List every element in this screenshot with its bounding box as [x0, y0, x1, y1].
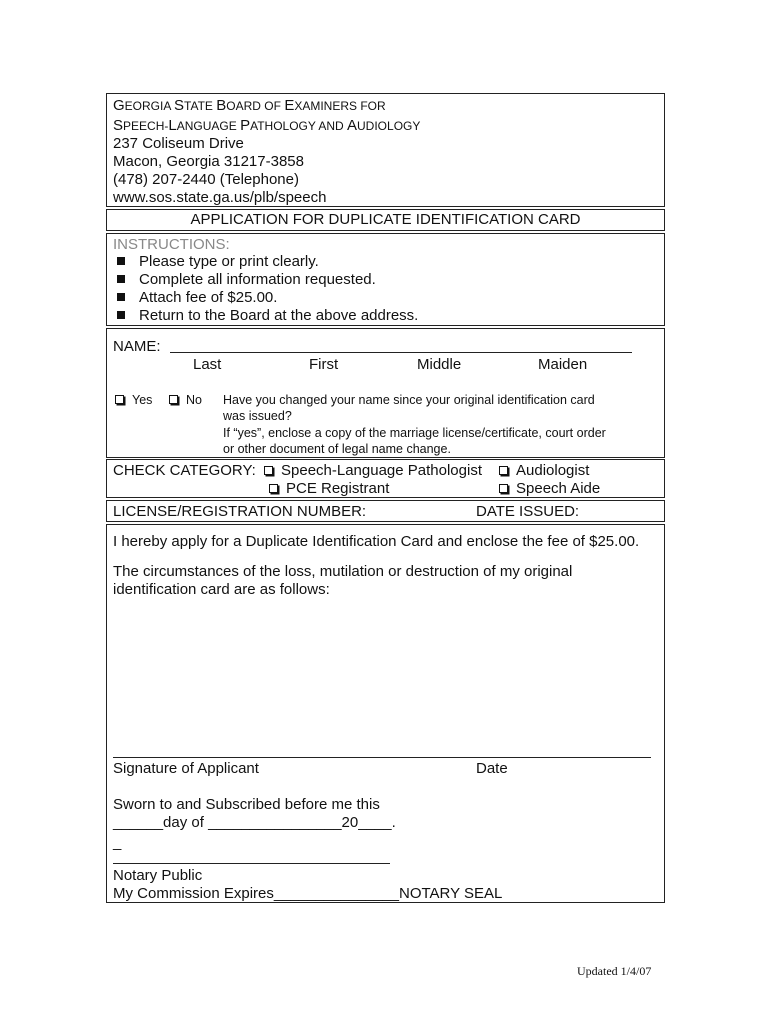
instructions-heading: INSTRUCTIONS: [113, 236, 230, 253]
name-change-no[interactable]: No [169, 391, 202, 409]
bullet-icon [117, 275, 125, 283]
category-option-pce[interactable]: PCE Registrant [269, 480, 389, 498]
notary-signature-line[interactable] [113, 863, 390, 864]
bullet-icon [117, 311, 125, 319]
checkbox-icon[interactable] [499, 466, 508, 475]
date-issued-label: DATE ISSUED: [476, 503, 580, 520]
name-change-instruction: or other document of legal name change. [223, 442, 451, 456]
category-option-audiologist[interactable]: Audiologist [499, 462, 589, 480]
name-change-yes[interactable]: Yes [115, 391, 152, 409]
instruction-item: Return to the Board at the above address. [117, 307, 418, 325]
signature-line[interactable] [113, 757, 651, 758]
checkbox-icon[interactable] [115, 395, 124, 404]
updated-date: Updated 1/4/07 [577, 964, 652, 978]
checkbox-icon[interactable] [169, 395, 178, 404]
category-option-speech-aide[interactable]: Speech Aide [499, 480, 600, 498]
name-input-line[interactable] [170, 352, 632, 353]
name-change-instruction: If “yes”, enclose a copy of the marriage license/certificate, court order [223, 426, 606, 440]
name-sub-label-last: Last [193, 356, 222, 373]
name-sub-label-maiden: Maiden [538, 356, 588, 373]
signature-label: Signature of Applicant [113, 760, 259, 777]
name-change-question: Have you changed your name since your original identification card [223, 393, 595, 407]
name-change-question: was issued? [223, 409, 292, 423]
category-option-slp[interactable]: Speech-Language Pathologist [264, 462, 482, 480]
category-label: CHECK CATEGORY: [113, 462, 256, 479]
checkbox-icon[interactable] [499, 484, 508, 493]
instruction-item: Please type or print clearly. [117, 253, 319, 271]
license-number-label: LICENSE/REGISTRATION NUMBER: [113, 503, 367, 520]
instruction-item: Attach fee of $25.00. [117, 289, 277, 307]
circumstances-text: identification card are as follows: [113, 581, 330, 598]
instruction-item: Complete all information requested. [117, 271, 376, 289]
notary-dash: _ [113, 834, 122, 851]
circumstances-text: The circumstances of the loss, mutilation or destruction of my original [113, 563, 573, 580]
commission-expires: My Commission Expires_______________NOTARY SEAL [113, 885, 503, 902]
name-label: NAME: [113, 338, 161, 355]
notary-day-line[interactable]: ______day of ________________20____. [113, 814, 396, 831]
city-address: Macon, Georgia 31217-3858 [113, 153, 304, 170]
checkbox-icon[interactable] [264, 466, 273, 475]
telephone: (478) 207-2440 (Telephone) [113, 171, 299, 188]
name-sub-label-first: First [309, 356, 339, 373]
board-name-line2: SPEECH-LANGUAGE PATHOLOGY AND AUDIOLOGY [113, 117, 421, 134]
name-sub-label-middle: Middle [417, 356, 462, 373]
street-address: 237 Coliseum Drive [113, 135, 244, 152]
bullet-icon [117, 257, 125, 265]
website-link[interactable]: www.sos.state.ga.us/plb/speech [113, 189, 327, 206]
form-title: APPLICATION FOR DUPLICATE IDENTIFICATION CARD [190, 211, 581, 228]
notary-public-label: Notary Public [113, 867, 203, 884]
apply-statement: I hereby apply for a Duplicate Identification Card and enclose the fee of $25.00. [113, 533, 640, 550]
checkbox-icon[interactable] [269, 484, 278, 493]
board-name-line1: GEORGIA STATE BOARD OF EXAMINERS FOR [113, 97, 386, 114]
sworn-text: Sworn to and Subscribed before me this [113, 796, 380, 813]
bullet-icon [117, 293, 125, 301]
signature-date-label: Date [476, 760, 508, 777]
